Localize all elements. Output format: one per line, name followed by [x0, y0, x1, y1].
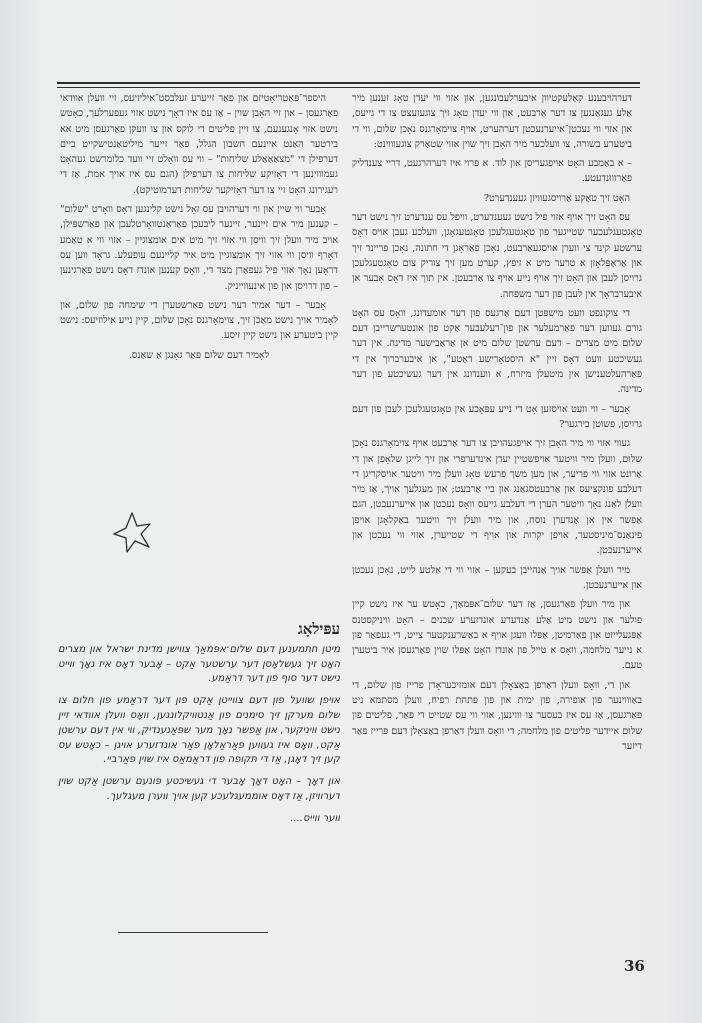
paragraph: – א באַמבע האָט אויפגעריסן און לוד. א פּרוי איז דערהרגעט, דריי צענדליק פאַרוווּנדעטע. — [352, 158, 632, 185]
paragraph: און די, וואָס וועלן דאַרפן באַצאָלן דעם אומזיכעראָרן פרייז פון שלום, די באַוווינער פון אופירה, פון ימית און פון פּתחת רפיח, וועלן מסתמא ניט פאַרגעסן, אַז עס איז בעסער צו וווינען, אזוי ווי עס שטייט די פּאַר, פליטים פון שלום איידער פליטים פון מלחמה; די וואָס וועלן דאַרפן באַצאָלן דעם פּרייז פאַר דיזער — [352, 679, 642, 752]
paragraph: אָבער – ווי וועט אויסזען אָט די נייע עפּאָכע אין טאָגטעגלעכן לעבן פון דעם גרויסן, פשוטן בירגער? — [352, 403, 642, 430]
paragraph: לאָמיר דעם שלום פּאַר גאָנגן אַ שאַנס. — [128, 349, 270, 361]
paragraph: די צוקונפט וועט מישפּטן דעם אַרגעס פון דער אומעדונג, וואָס עס האָט גורם געווען דער פאַרמעלער און פון־רעלעבער אַקט פון אונטערשרייבן דעם שלום מיט מצרים – דעם ערשטן שלום מיט אן אַראַבישער מדינה. אין דער געשיכטע וועט דאָס זיין "א היסטאָרישע דאַטע", אן איבערברוך אין די פאַרהעלטענישן אין מיטעלן מיזרח, א ווענדונג אין דער געשיכטע פון דער מדינה. — [352, 307, 642, 396]
epilogue-section — [58, 622, 340, 942]
header-rule-thin — [57, 87, 640, 88]
paragraph: געווי אזוי ווי מיר האָבן זיך אויפגעהויבן צו דער אַרבעט אויף צוימאָרגנס נאָכן שלום, וועלן מיר וויטער אויפשטיין יעדן אינדערפרי און זיך לייגן שלאָפן און די אַרונט אזוי ווי פריער, און מען משך פרעש טאָג וועלן מיר וויטער אויסקריגן די דעלבע פונקציעס און אַרבעטסגאַנג און ביי אַרבעט; און מעגלעך אויך, אַז מיר וועלן לאַנג נאָך וויטער הערן די דעלבע גייעס וואָס נעכטן און אייערנעכטן, הגם אַפשר אין אן אַנדערן נוסח, און מיר וועלן זיך וויטער באַקלאָגן אויפן פינאַנס־מיניסטער, אויפן יקרות און אויף די שטייערן, אזוי ווי נעכטן און אייערנעכטן. — [352, 438, 642, 557]
epilogue-title: עפּילאָג — [297, 622, 340, 638]
paragraph: און מיר וועלן פאַרגעסן, אַז דער שלום־אפּמאַך, כאָטש ער איז נישט קיין פולער און נישט מיט אַלע אַנדערע אונדזערע שכנים – האָט וויניקסטנס אַפּגעלייזט און פאַרמיטן, אַפּלו וועגן אויף א באַשרענקטער צייט, די געפאַר פון א נייער מלחמה, וואָס א טייל פון אונדז האָט אַפּלו שוין פאַרגעסן איר ביטערן טעם. — [352, 599, 642, 672]
right-column — [352, 91, 642, 951]
paragraph: מיר וועלן אַפּשר אויך אַנהייבן בעקען – אזוי ווי די אַלטע לייט, נאָכן נעכטן און אייערנעכטן. — [352, 564, 642, 591]
paragraph: עס האָט זיך אויף אזוי פיל נישט געענדערט, וויפל עס ענדערט זיך נישט דער טאָגטעגלעכער שטייגער פון טאָגטעגלעכן טאָגטעגאָגן, וועלכע געבן אויס דאָס ערשטע קינד צי ווערן אויסגעאַרבעט, נאָכן פאַראָגן די חתונה, נאָכן פריינד זיך און אַראָפּלאָזן א טרער מיט א זיפץ, קערט מען זיך צוריק צום טאָגטעגלעכן גרויסן לעבן און האָט זיך אויף נייע אויף צו אַרבעטן. אין תוך איז דאָס אָבער אן איבערבראָך אין לעבן פון דער משפּחה. — [352, 212, 642, 300]
page-number: 36 — [624, 957, 645, 975]
paragraph: אָבער – דער אמיר דער נישט פאַרשטערן די שימחה פון שלום, און לאָמיר אויך נישט מאַכן זיך, צוימאָרגנס נאָכן שלום, קיין נייע אילוזיעס: נישט קיין ביטערע און נישט קיין זיסע. — [60, 299, 338, 342]
epilogue-closing: ווער ווייס.... — [290, 812, 340, 824]
left-column — [60, 91, 338, 531]
epilogue-paragraph: אויפן שוועל פון דעם צווייטן אַקט פון דער דראַמע פון חלום צו שלום מערקן זיך סימנים פון אַנטוויקלונגען, וואָס וועלן אוודאי זיין נישט וויניקער, און אַפשר נאָך מער שפּאַנענדיק, ווי אין דעם ערשטן אַקט, וואָס איז געווען פּאַראַלאָן פאַר אונדזערע אויגן – כאָטש עס קען זיך דאָגן, אַז די תּקופה פון דראַמאַס איז שוין פאַרביי. — [58, 695, 340, 766]
signature-line — [118, 932, 268, 933]
epilogue-paragraph: מיטן חתמענען דעם שלום־אפּמאַך צווישן מדינת ישראל און מצרים האָט זיך געשלאָסן דער ערשטער אַקט – אָבער דאָס איז נאָך ווייט נישט דער סוף פון דער דראַמע. — [58, 643, 340, 685]
paragraph: היספר־פּאַטריאָטיזם און פאַר זייערע זעלבסט־איליזיעס, זיי וועלן אוודאי פאַרגעסן – און זיי האָבן שוין – אַז עס איז דאָך נישט אזוי געפערלעך, כאָטש נישט אזוי אָנגענעם, צו זיין פליטים די לוקס און צו וועקן פאַרגעסן מיט אא בירטער האַנט איינעם חשבון הגלל, פאַר זייער מיליטאַנטישקייט ביים דערפילן די "מצאַאַאַלע שליחות" – ווי עס וואָלט זיי וועד כלומרשט געהאָט געמוווינען די דאָזיקע שליחות צו דערפילן (הגם עס איז אויך אמת, אַז די רעגירונג האָט זיי צו דער דאָזיקער שליחות דערמוטיקט). — [60, 93, 338, 196]
header-rule — [57, 82, 640, 84]
star-icon — [112, 510, 152, 554]
paragraph: דערהויבענע קאַלעקטיוון איבערלעבונגען, און אזוי ווי יעדן טאָג זענען מיר אַלע געגאַנגען צו דער אַרבעט, און ווי יעדן טאָג זיך צוגעזעצט צו די גייעס, און אזוי ווי נעכטן־אייערנעכטן דערהערט, אויף צוימאָרגנס נאָכן שלום, ווי די ביטערע בשורה, צו וועלכער מיר האָבן זיך שוין אזוי שטאַרק צוגעוווינט: — [352, 93, 632, 150]
paragraph: אָבער ווי שיין און ווי דערהויבן עס זאָל נישט קלינגען דאָס וואָרט "שלום" – קענען מיר אים זיינער, זיינער ליבעכן פאַראַנטוואָרטלעכן און פאַרשפּילן, אויב מיר וועלן זיך וויסן ווי אזוי זיך מיט אים אומצוגיין – אזוי ווי א טאַמע דאָרף וויסן ווי אזוי זיך אומצוגיין מיט איר קליינעם עופעלע. גראָד ווען עס דראָען נאָך אזוי פיל געפאַרן מצד די, וואָס קענען אונדז דאָס נישט פאַרגינען – פון דרויסן און פון אינעווייניק. — [60, 204, 338, 292]
epilogue-paragraph: און דאָך – האָט דאָך אָבער די געשיכטע פּונעם ערשטן אַקט שוין דערוויזן, אַז דאָס אוממעגלעכע קען אויך ווערן מעגלעך. — [58, 776, 340, 802]
paragraph: האָט זיך טאַקע אַרויסגעוויזן געענדערט? — [483, 192, 630, 204]
